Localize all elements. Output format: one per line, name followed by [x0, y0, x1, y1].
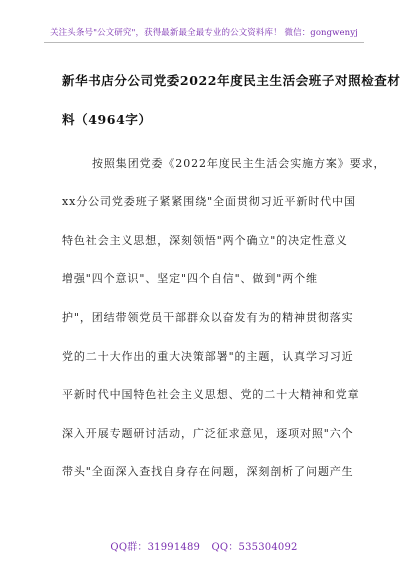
- body-line-7: 平新时代中国特色社会主义思想、党的二十大精神和党章: [62, 388, 360, 401]
- body-line-3: 特色社会主义思想，深刻领悟"两个确立"的决定性意义: [62, 234, 348, 247]
- body-line-1: 按照集团党委《2022年度民主生活会实施方案》要求，: [92, 157, 386, 170]
- header-divider: [44, 42, 364, 43]
- body-line-9: 带头"全面深入查找自身存在问题，深刻剖析了问题产生: [62, 465, 354, 478]
- document-title-line-2: 料（4964字）: [62, 112, 152, 127]
- document-title-line-1: 新华书店分公司党委2022年度民主生活会班子对照检查材: [62, 73, 401, 88]
- body-line-8: 深入开展专题研讨活动，广泛征求意见，逐项对照"六个: [62, 427, 354, 440]
- header-banner: 关注头条号"公文研究"，获得最新最全最专业的公文资料库！ 微信：gongwenyj: [50, 28, 358, 38]
- body-line-2: xx分公司党委班子紧紧围绕"全面贯彻习近平新时代中国: [62, 195, 356, 208]
- footer-qq: QQ：535304092: [211, 542, 298, 553]
- body-line-4: 增强"四个意识"、坚定"四个自信"、做到"两个维: [62, 272, 318, 285]
- footer-contact: [0, 538, 408, 553]
- body-line-5: 护"，团结带领党员干部群众以奋发有为的精神贯彻落实: [62, 311, 354, 324]
- footer-qq-group: QQ群：31991489: [110, 542, 201, 553]
- body-line-6: 党的二十大作出的重大决策部署"的主题，认真学习习近: [62, 350, 354, 363]
